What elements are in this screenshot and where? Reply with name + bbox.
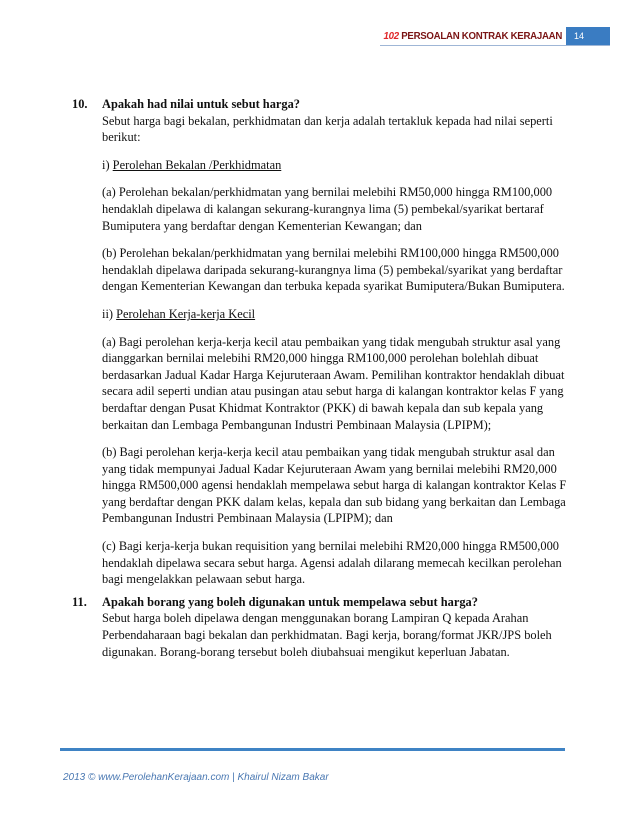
header-title (368, 27, 562, 45)
question-number: 11. (72, 594, 87, 609)
page-number: 14 (574, 31, 585, 41)
subsection-heading-1 (102, 157, 572, 174)
subsection-prefix: ii) (102, 306, 117, 321)
question-11 (72, 594, 572, 660)
page-content (72, 96, 572, 671)
answer-body (102, 113, 572, 588)
question-heading (72, 594, 572, 611)
question-10 (72, 96, 572, 588)
subsection-heading-2 (102, 306, 572, 323)
subsection-title: Perolehan Kerja-kerja Kecil (116, 306, 256, 321)
paragraph-1a: (a) Perolehan bekalan/perkhidmatan yang bernilai melebihi RM50,000 hingga RM100,000 hendaklah dipelawa di kalangan sekurang-kurangnya lima (5) pembekal/syarikat bertaraf Bumiputera yang berdaftar dengan Kementerian Kewangan; dan (102, 185, 553, 233)
header-title-number: 102 (383, 30, 402, 42)
answer-paragraph: Sebut harga boleh dipelawa dengan menggunakan borang Lampiran Q kepada Arahan Perbendaharaan bagi bekalan dan perkhidmatan. Bagi kerja, borang/format JKR/JPS boleh digunakan. Borang-borang tersebut boleh diubahsuai mengikut keperluan Jabatan. (102, 611, 552, 659)
header-title-text: PERSOALAN KONTRAK KERAJAAN (401, 30, 562, 42)
subsection-prefix: i) (102, 157, 113, 172)
header-divider (380, 45, 610, 46)
question-text: Apakah had nilai untuk sebut harga? (102, 97, 300, 111)
answer-body (102, 610, 572, 660)
paragraph-2c: (c) Bagi kerja-kerja bukan requisition yang bernilai melebihi RM20,000 hingga RM500,000 hendaklah dipelawa secara sebut harga. Agensi adalah dilarang memecah kecilkan perolehan bagi mengelakkan pelawaan sebut harga. (102, 539, 562, 587)
paragraph-2b: (b) Bagi perolehan kerja-kerja kecil atau pembaikan yang tidak mengubah struktur asal dan yang tidak mempunyai Jadual Kadar Kejuruteraan Awam yang bernilai melebihi RM20,000 hingga RM500,000 agensi hendaklah mempelawa sebut harga di kalangan kontraktor Kelas F yang berdaftar dengan PKK dalam kelas, kepala dan sub bidang yang berkaitan dan Lembaga Pembangunan Industri Pembinaan Malaysia (LPIPM); dan (102, 445, 567, 526)
subsection-title: Perolehan Bekalan /Perkhidmatan (112, 157, 282, 172)
question-number: 10. (72, 97, 88, 111)
question-text: Apakah borang yang boleh digunakan untuk mempelawa sebut harga? (102, 594, 478, 609)
answer-intro: Sebut harga bagi bekalan, perkhidmatan dan kerja adalah tertakluk kepada had nilai seperti berikut: (102, 113, 553, 145)
footer-divider (60, 748, 565, 751)
page-number-badge (566, 27, 610, 45)
footer-credit: 2013 © www.PerolehanKerajaan.com | Khairul Nizam Bakar (63, 772, 329, 783)
question-heading (72, 96, 572, 113)
paragraph-2a: (a) Bagi perolehan kerja-kerja kecil atau pembaikan yang tidak mengubah struktur asal yang dianggarkan bernilai melebihi RM20,000 hingga RM100,000 perolehan bolehlah dibuat berdasarkan Jadual Kadar Harga Kejuruteraan Awam. Pemilihan kontraktor hendaklah dibuat secara adil seperti undian atau pusingan atau sebut harga di kalangan kontraktor kelas F yang berdaftar dengan Pusat Khidmat Kontraktor (PKK) di bawah kepala dan sub kepala yang berkaitan dan Lembaga Pembangunan Industri Pembinaan Malaysia (LPIPM); (102, 334, 565, 432)
paragraph-1b: (b) Perolehan bekalan/perkhidmatan yang bernilai melebihi RM100,000 hingga RM500,000 hendaklah dipelawa daripada sekurang-kurangnya lima (5) pembekal/syarikat yang berdaftar dengan Kementerian Kewangan dan terbuka kepada syarikat Bumiputera/Bukan Bumiputera. (102, 246, 565, 294)
